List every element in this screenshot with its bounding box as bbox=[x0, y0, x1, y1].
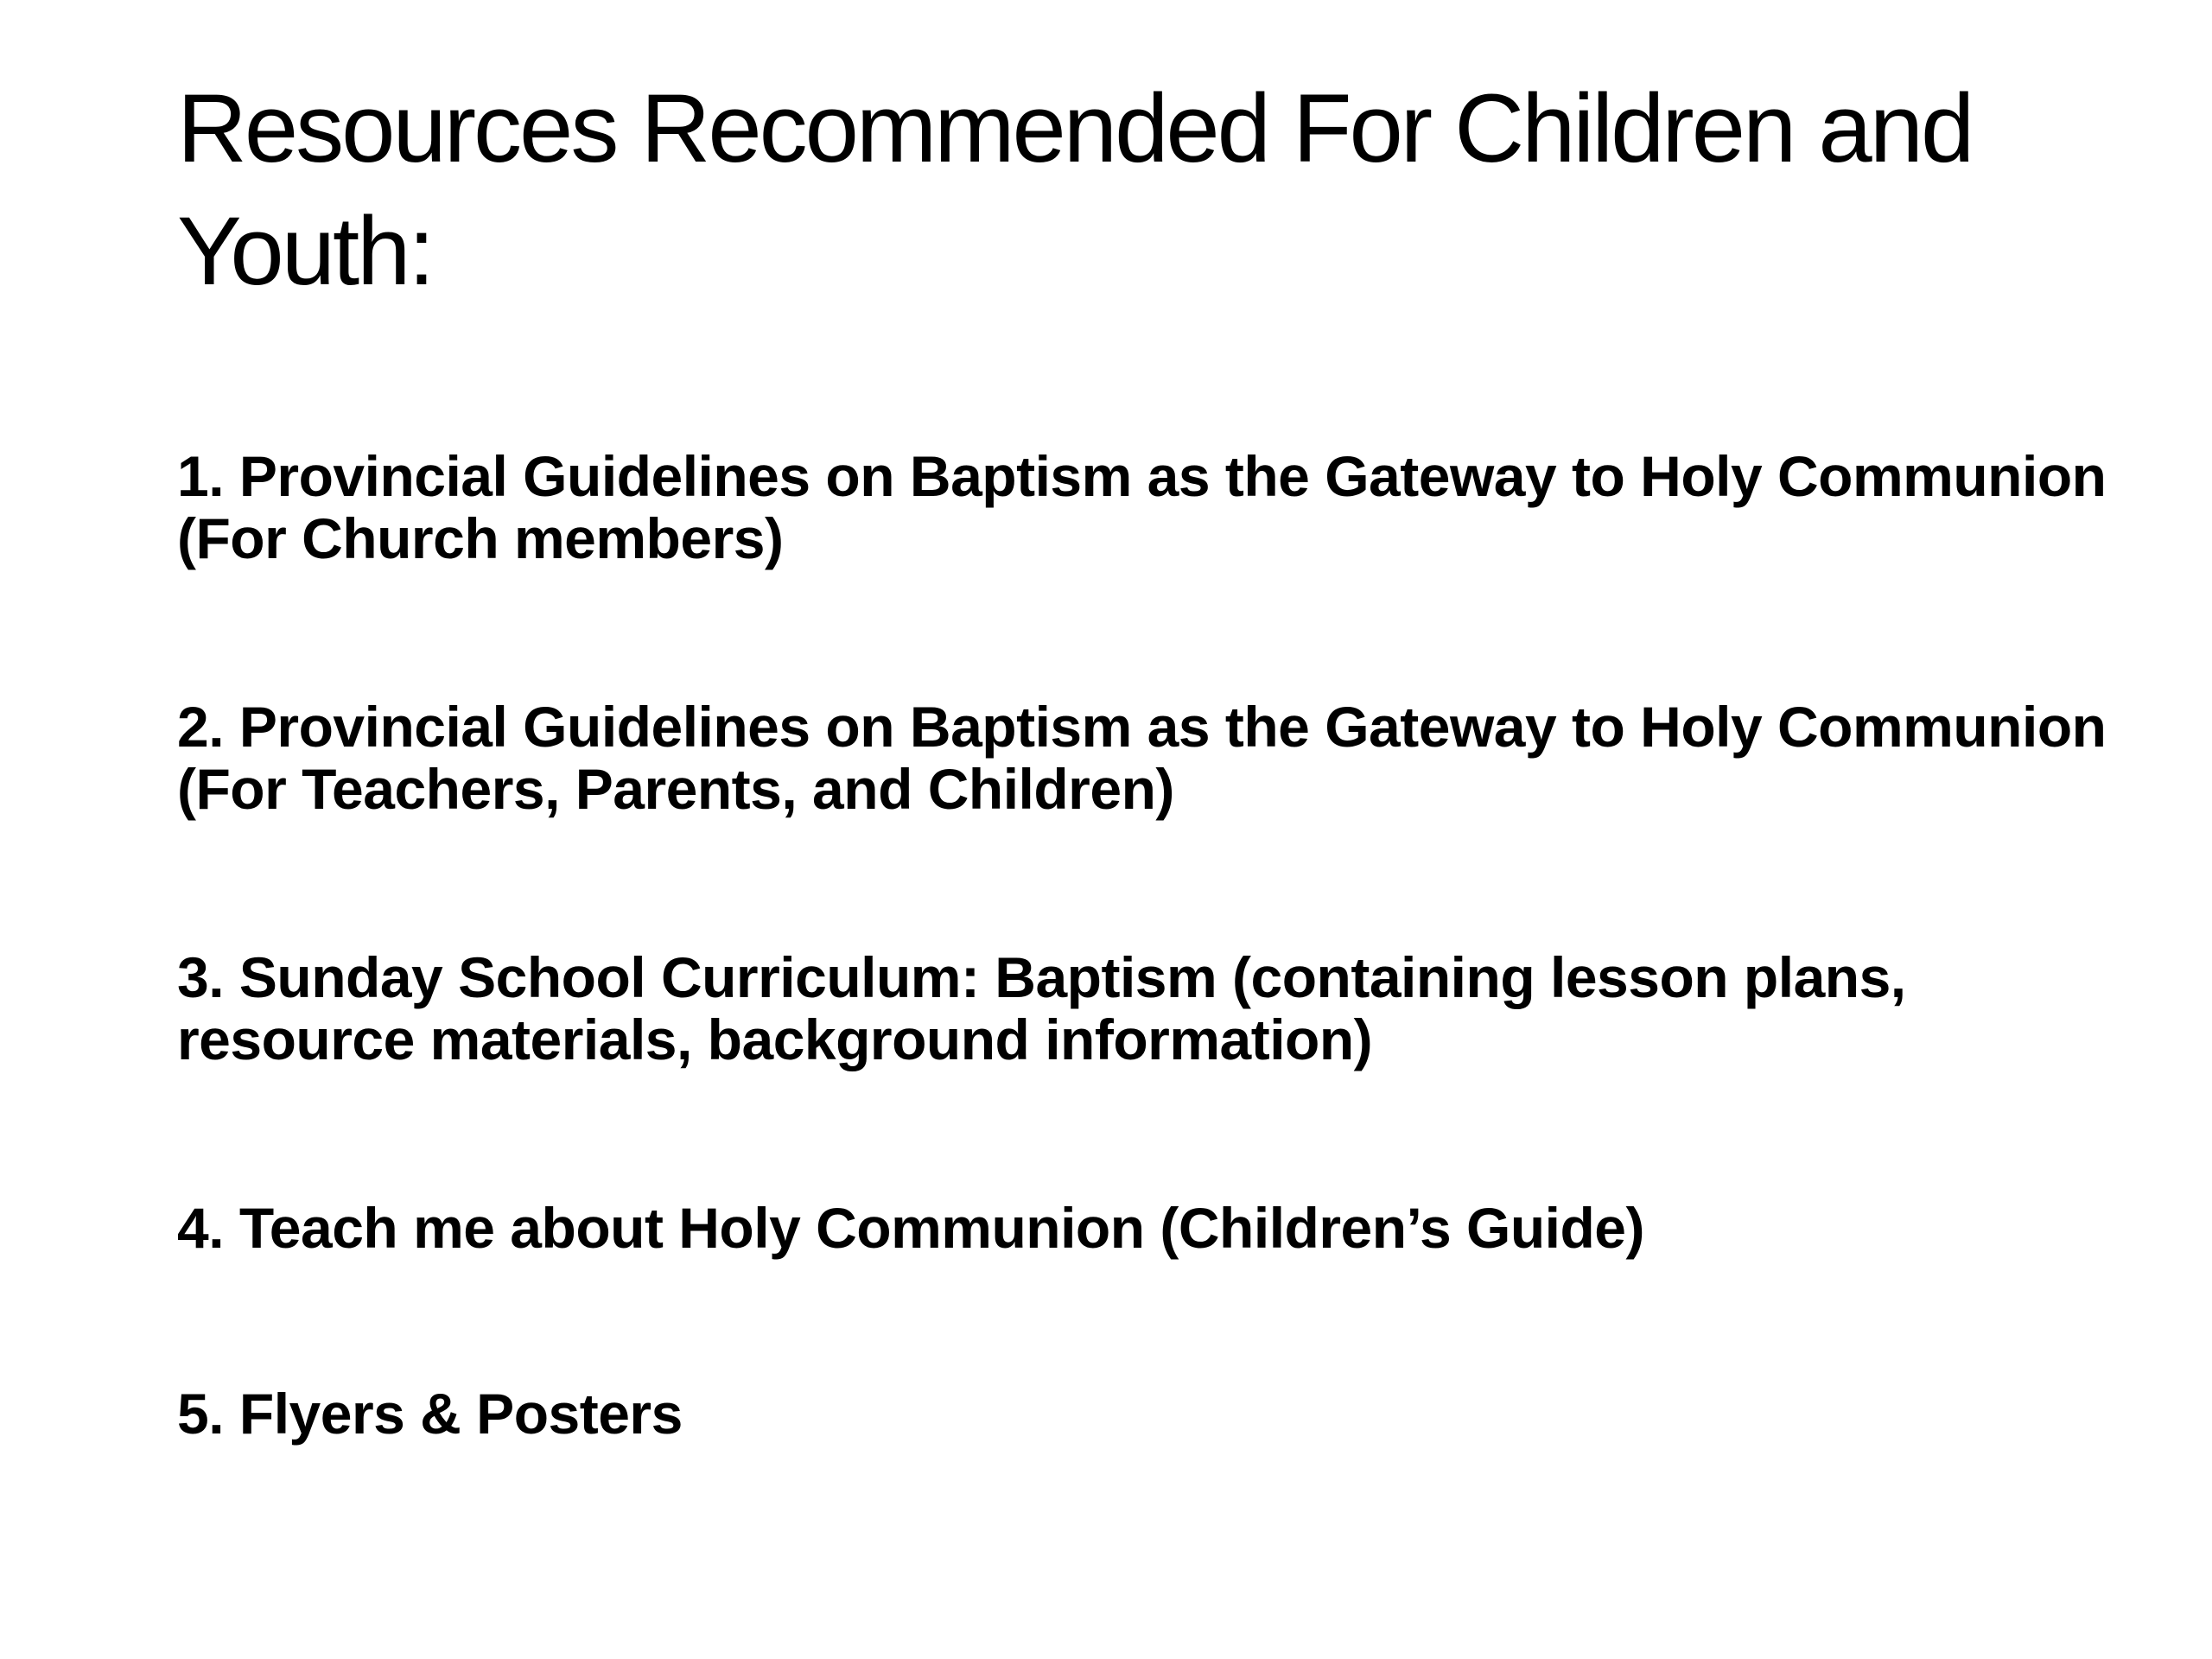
resource-item-2: 2. Provincial Guidelines on Baptism as the Gateway to Holy Communion (For Teachers, Parents, and Children) bbox=[177, 695, 2107, 821]
resource-item-4: 4. Teach me about Holy Communion (Children’s Guide) bbox=[177, 1196, 1644, 1260]
resource-item-3: 3. Sunday School Curriculum: Baptism (containing lesson plans, resource materials, background information) bbox=[177, 945, 1906, 1071]
resource-item-5: 5. Flyers & Posters bbox=[177, 1382, 683, 1446]
resource-item-1: 1. Provincial Guidelines on Baptism as the Gateway to Holy Communion (For Church members) bbox=[177, 444, 2107, 570]
slide-title: Resources Recommended For Children and Youth: bbox=[177, 74, 1973, 305]
